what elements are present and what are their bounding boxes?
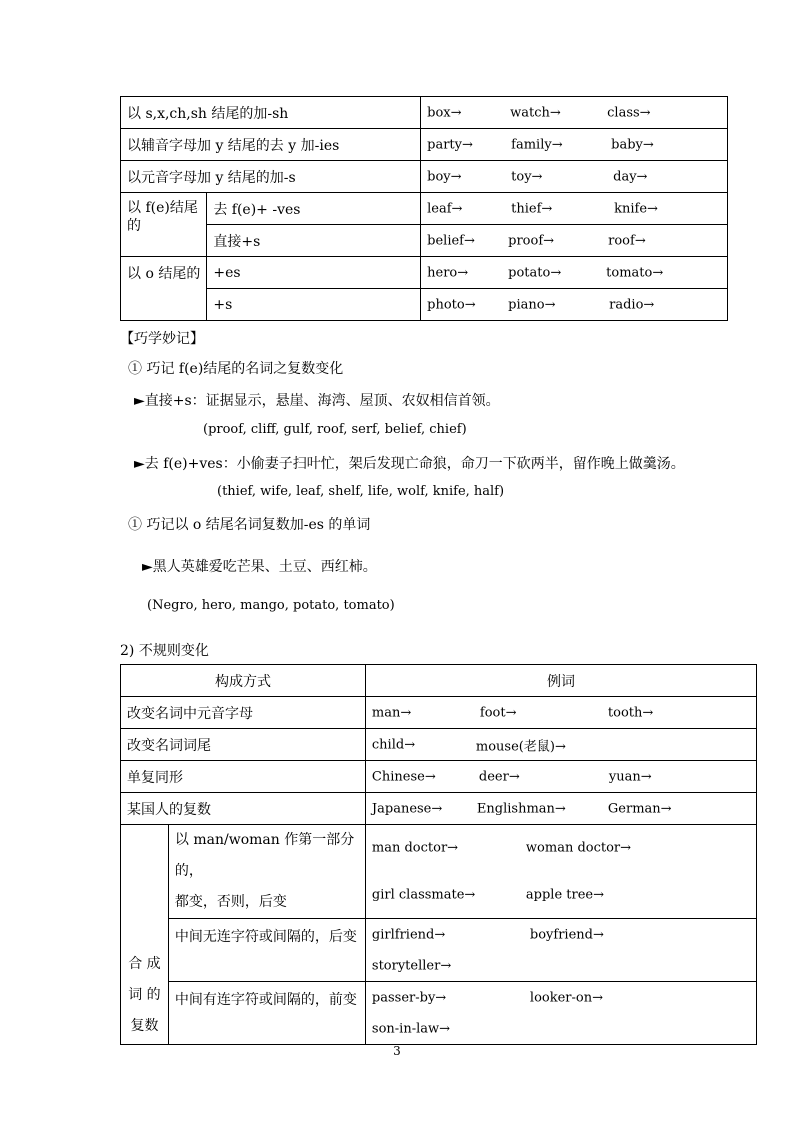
- tips-heading: 【巧学妙记】: [120, 331, 204, 347]
- table-row: [121, 697, 757, 729]
- example-word: mouse(老鼠)→: [475, 739, 566, 754]
- table-row: [121, 825, 757, 872]
- examples-cell: [365, 919, 756, 951]
- example-word: party→: [427, 137, 473, 152]
- example-word: apple tree→: [525, 887, 605, 903]
- example-word: boyfriend→: [529, 927, 604, 942]
- tip-1b-words: (thief, wife, leaf, shelf, life, wolf, knife, half): [217, 484, 505, 499]
- example-word: box→: [427, 105, 462, 120]
- examples-cell: [365, 793, 756, 825]
- page-number: 3: [393, 1044, 401, 1058]
- table-row: [121, 129, 728, 161]
- example-word: potato→: [508, 265, 562, 280]
- example-word: German→: [607, 801, 672, 816]
- regular-plural-table: [120, 96, 728, 321]
- table-row: [121, 225, 728, 257]
- example-word: man→: [371, 705, 412, 720]
- examples-cell: [365, 761, 756, 793]
- table-row: [121, 193, 728, 225]
- example-word: Englishman→: [476, 801, 566, 816]
- table-row: [121, 257, 728, 289]
- table-row: [121, 729, 757, 761]
- examples-cell: [365, 697, 756, 729]
- rule-cell: 改变名词词尾: [121, 729, 366, 761]
- table-row: [121, 761, 757, 793]
- example-word: baby→: [611, 137, 654, 152]
- tip-item-1: ① 巧记 f(e)结尾的名词之复数变化: [128, 361, 344, 377]
- rule-cell: 单复同形: [121, 761, 366, 793]
- rule-cell: 某国人的复数: [121, 793, 366, 825]
- example-word: thief→: [511, 201, 553, 216]
- examples-cell: [421, 225, 728, 257]
- examples-cell: [365, 1013, 756, 1045]
- example-word: radio→: [609, 297, 655, 312]
- example-word: roof→: [608, 233, 646, 248]
- example-word: passer-by→: [371, 990, 447, 1005]
- compound-label-line: 合 成: [128, 956, 161, 972]
- example-word: yuan→: [608, 769, 652, 784]
- rule-cell: 去 f(e)+ -ves: [207, 193, 421, 225]
- example-word: Chinese→: [371, 769, 436, 784]
- example-word: girl classmate→: [371, 887, 476, 903]
- compound-label-line: 词 的: [128, 987, 161, 1003]
- example-word: class→: [607, 105, 651, 120]
- examples-cell: [421, 129, 728, 161]
- example-word: tooth→: [607, 705, 654, 720]
- examples-cell: [365, 872, 756, 919]
- group-o-label: 以 o 结尾的: [121, 257, 207, 321]
- example-word: man doctor→: [371, 840, 459, 856]
- tip-2a-words: (Negro, hero, mango, potato, tomato): [147, 598, 395, 613]
- table-row: [121, 161, 728, 193]
- rule-cell: +es: [207, 257, 421, 289]
- example-word: storyteller→: [371, 958, 452, 973]
- rule-cell: 中间有连字符或间隔的，前变: [168, 982, 365, 1045]
- rule-cell: 中间无连字符或间隔的，后变: [168, 919, 365, 982]
- example-word: photo→: [427, 297, 476, 312]
- example-word: tomato→: [606, 265, 664, 280]
- example-word: son-in-law→: [371, 1021, 451, 1036]
- example-word: girlfriend→: [371, 927, 446, 942]
- compound-label-line: 复数: [130, 1018, 159, 1034]
- example-word: foot→: [479, 705, 517, 720]
- example-word: boy→: [427, 169, 462, 184]
- example-word: Japanese→: [371, 801, 443, 816]
- rule-cell: 改变名词中元音字母: [121, 697, 366, 729]
- rule-line: 以 man/woman 作第一部分的，: [174, 832, 355, 879]
- tip-2a: ►黑人英雄爱吃芒果、土豆、西红柿。: [142, 559, 377, 575]
- example-word: toy→: [511, 169, 543, 184]
- table-header-row: [121, 665, 757, 697]
- examples-cell: [421, 257, 728, 289]
- table-row: [121, 793, 757, 825]
- examples-cell: [421, 289, 728, 321]
- example-word: child→: [371, 737, 416, 752]
- tip-1a: ►直接+s：证据显示，悬崖、海湾、屋顶、农奴相信首领。: [134, 393, 500, 409]
- example-word: proof→: [508, 233, 555, 248]
- table-row: [121, 982, 757, 1014]
- example-word: family→: [511, 137, 563, 152]
- table-row: [121, 919, 757, 951]
- examples-cell: [421, 193, 728, 225]
- examples-cell: [365, 950, 756, 982]
- group-f-label: 以 f(e)结尾的: [121, 193, 207, 257]
- table-row: [121, 97, 728, 129]
- tip-item-2: ① 巧记以 o 结尾名词复数加-es 的单词: [128, 517, 371, 533]
- rule-cell: 以元音字母加 y 结尾的加-s: [121, 161, 421, 193]
- examples-cell: [365, 729, 756, 761]
- example-word: looker-on→: [529, 990, 603, 1005]
- examples-cell: [421, 97, 728, 129]
- compound-label: [121, 825, 169, 1045]
- examples-cell: [421, 161, 728, 193]
- rule-line: 都变，否则，后变: [174, 894, 287, 910]
- header-method: 构成方式: [121, 665, 366, 697]
- example-word: piano→: [508, 297, 556, 312]
- example-word: deer→: [478, 769, 520, 784]
- examples-cell: [365, 825, 756, 872]
- rule-cell: [168, 825, 365, 919]
- rule-cell: +s: [207, 289, 421, 321]
- example-word: day→: [613, 169, 648, 184]
- example-word: hero→: [427, 265, 469, 280]
- example-word: watch→: [510, 105, 561, 120]
- tip-1a-words: (proof, cliff, gulf, roof, serf, belief, chief): [203, 422, 467, 437]
- table-row: [121, 289, 728, 321]
- example-word: woman doctor→: [525, 840, 632, 856]
- section-title: 2) 不规则变化: [120, 643, 209, 659]
- rule-cell: 直接+s: [207, 225, 421, 257]
- irregular-plural-table: [120, 664, 757, 1045]
- examples-cell: [365, 982, 756, 1014]
- tip-1b: ►去 f(e)+ves：小偷妻子扫叶忙，架后发现亡命狼，命刀一下砍两半，留作晚上做羹汤。: [134, 456, 685, 472]
- example-word: leaf→: [427, 201, 463, 216]
- example-word: knife→: [614, 201, 658, 216]
- header-examples: 例词: [365, 665, 756, 697]
- example-word: belief→: [427, 233, 475, 248]
- rule-cell: 以辅音字母加 y 结尾的去 y 加-ies: [121, 129, 421, 161]
- rule-cell: 以 s,x,ch,sh 结尾的加-sh: [121, 97, 421, 129]
